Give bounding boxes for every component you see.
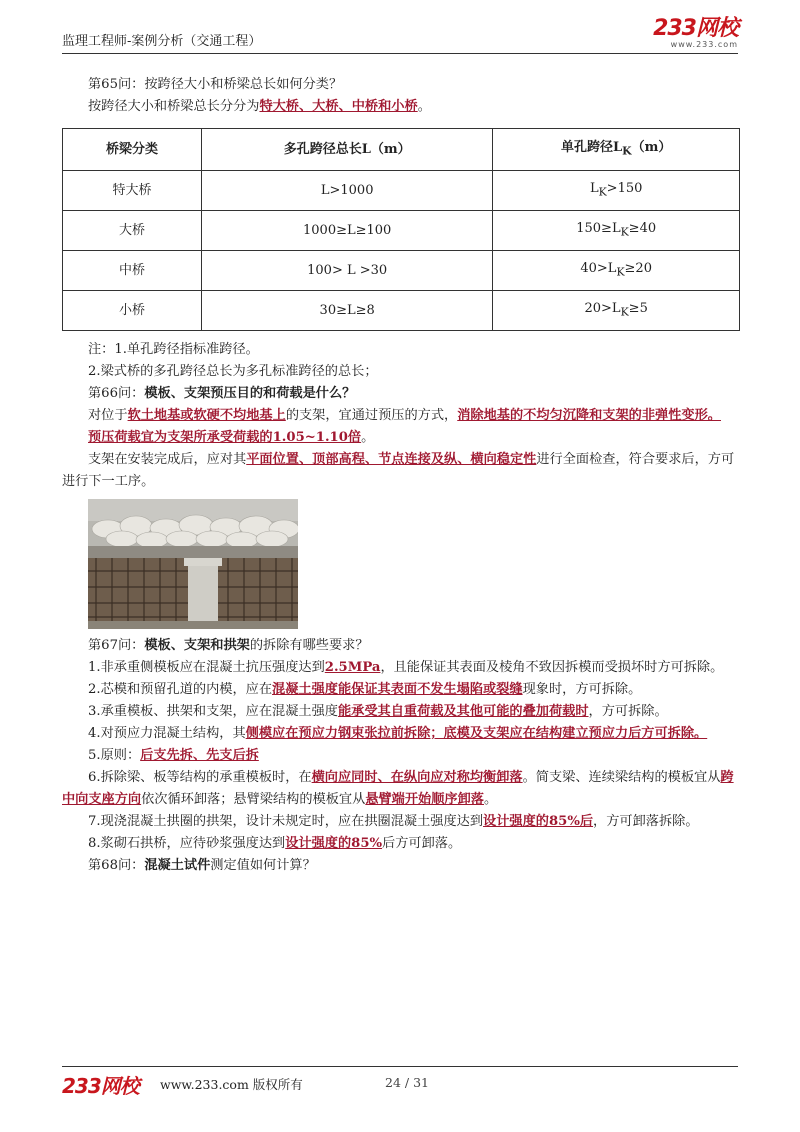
question-text: 混凝土试件 (144, 858, 211, 873)
highlight-text: 特大桥、大桥、中桥和小桥 (259, 99, 418, 114)
table-cell: 30≥L≥8 (201, 291, 492, 331)
cell-text: 40>L (580, 260, 617, 276)
answer-text: 的支架，宜通过预压的方式， (285, 408, 458, 423)
cell-subscript: K (620, 305, 629, 319)
item-text: 。简支梁、连续梁结构的模板宜从 (522, 770, 721, 785)
header-subscript: K (622, 144, 632, 158)
highlight-text: 侧模应在预应力钢束张拉前拆除；底模及支架应在结构建立预应力后方可拆除。 (245, 726, 708, 741)
cell-text: ≥40 (628, 220, 657, 236)
answer-66-p3 (62, 449, 740, 493)
item-text: ，方可拆除。 (588, 704, 668, 719)
item-text: 依次循环卸落；悬臂梁结构的模板宜从 (141, 792, 366, 807)
table-cell (493, 291, 740, 331)
item-text: ，方可卸落拆除。 (593, 814, 699, 829)
item-text: 1.非承重侧模板应在混凝土抗压强度达到 (88, 660, 325, 675)
answer-text: 进行全面检查，符合要求后，方可进行下一工序。 (62, 452, 735, 489)
header-divider (62, 53, 738, 54)
item-text: 8.浆砌石拱桥，应待砂浆强度达到 (88, 836, 286, 851)
cell-subscript: K (598, 185, 607, 199)
item-text: ，且能保证其表面及棱角不致因拆模而受损坏时方可拆除。 (380, 660, 724, 675)
table-cell: 100> L >30 (201, 251, 492, 291)
table-cell: 1000≥L≥100 (201, 211, 492, 251)
item-text: 现象时，方可拆除。 (522, 682, 642, 697)
question-text: 模板、支架预压目的和荷载是什么？ (144, 386, 356, 401)
cell-text: 150≥L (576, 220, 621, 236)
footer-copyright: www.233.com 版权所有 (160, 1077, 303, 1092)
table-row (63, 171, 740, 211)
highlight-text: 跨中向支座方向 (62, 770, 734, 807)
header-text: 单孔跨径L (561, 139, 623, 155)
cell-text: L (589, 180, 599, 196)
scaffold-preload-photo (88, 499, 298, 629)
table-header-row (63, 129, 740, 171)
item-text: 5.原则： (88, 748, 141, 763)
cell-subscript: K (616, 265, 625, 279)
main-content (62, 74, 740, 877)
table-row (63, 291, 740, 331)
item-text: 6.拆除梁、板等结构的承重模板时，在 (88, 770, 312, 785)
highlight-text: 预压荷载宜为支架所承受荷载的1.05~1.10倍 (88, 430, 362, 445)
item-text: 后方可卸落。 (382, 836, 462, 851)
question-67 (62, 635, 740, 657)
requirement-2 (62, 679, 740, 701)
scaffold-photo-illustration (88, 499, 298, 629)
item-text: 4.对预应力混凝土结构，其 (88, 726, 246, 741)
answer-text: 对位于 (88, 408, 128, 423)
logo-text: 233网校 (653, 16, 738, 41)
table-header-cell: 桥梁分类 (63, 129, 202, 171)
highlight-text: 混凝土强度能保证其表面不发生塌陷或裂缝 (272, 682, 523, 697)
answer-65 (62, 96, 740, 118)
question-text: 模板、支架和拱架 (144, 638, 250, 653)
question-text: 的拆除有哪些要求？ (249, 638, 369, 653)
highlight-text: 消除地基的不均匀沉降和支架的非弹性变形。 (457, 408, 721, 423)
cell-subscript: K (620, 225, 629, 239)
question-label: 第68问： (88, 858, 145, 873)
question-66 (62, 383, 740, 405)
requirement-3 (62, 701, 740, 723)
cell-text: ≥20 (624, 260, 652, 276)
highlight-text: 悬臂端开始顺序卸落 (365, 792, 484, 807)
table-cell (493, 251, 740, 291)
table-cell: 中桥 (63, 251, 202, 291)
highlight-text: 平面位置、顶部高程、节点连接及纵、横向稳定性 (246, 452, 537, 467)
question-label: 第67问： (88, 638, 145, 653)
highlight-text: 横向应同时、在纵向应对称均衡卸落 (311, 770, 523, 785)
header-unit: （m） (631, 139, 672, 155)
footer-logo: 233网校 (62, 1074, 139, 1098)
highlight-text: 设计强度的85% (285, 836, 383, 851)
table-cell (493, 171, 740, 211)
question-label: 第66问： (88, 386, 145, 401)
question-text: 测定值如何计算？ (210, 858, 316, 873)
item-text: 2.芯模和预留孔道的内模，应在 (88, 682, 273, 697)
item-text: 3.承重模板、拱架和支架，应在混凝土强度 (88, 704, 338, 719)
logo-url: www.233.com (670, 40, 738, 49)
table-cell (493, 211, 740, 251)
cell-text: ≥5 (628, 300, 648, 316)
question-68 (62, 855, 740, 877)
brand-logo (653, 18, 738, 49)
requirement-7 (62, 811, 740, 833)
highlight-text: 设计强度的85%后 (483, 814, 594, 829)
table-cell: L>1000 (201, 171, 492, 211)
answer-66-p2 (62, 427, 740, 449)
table-row (63, 211, 740, 251)
answer-text: 按跨径大小和桥梁总长分分为 (88, 99, 260, 114)
table-row (63, 251, 740, 291)
requirement-6 (62, 767, 740, 811)
highlight-text: 软土地基或软硬不均地基上 (127, 408, 286, 423)
header-title: 监理工程师-案例分析（交通工程） (62, 34, 262, 49)
page-number: 24 / 31 (385, 1075, 429, 1090)
item-text: 。 (484, 792, 498, 807)
requirement-1 (62, 657, 740, 679)
table-header-cell: 多孔跨径总长L（m） (201, 129, 492, 171)
cell-text: >150 (606, 180, 643, 196)
table-cell: 特大桥 (63, 171, 202, 211)
note-1: 注：1.单孔跨径指标准跨径。 (88, 342, 259, 357)
item-text: 7.现浇混凝土拱圈的拱架，设计未规定时，应在拱圈混凝土强度达到 (88, 814, 484, 829)
answer-text: 。 (417, 99, 431, 114)
table-cell: 小桥 (63, 291, 202, 331)
requirement-4 (62, 723, 740, 745)
answer-text: 。 (361, 430, 375, 445)
highlight-text: 能承受其自重荷载及其他可能的叠加荷载时 (337, 704, 589, 719)
requirement-8 (62, 833, 740, 855)
question-65: 第65问：按跨径大小和桥梁总长如何分类？ (88, 77, 343, 92)
answer-text: 支架在安装完成后，应对其 (88, 452, 247, 467)
footer-divider (62, 1066, 738, 1067)
highlight-text: 后支先拆、先支后拆 (140, 748, 259, 763)
table-cell: 大桥 (63, 211, 202, 251)
bridge-classification-table (62, 128, 740, 331)
cell-text: 20>L (584, 300, 621, 316)
table-header-cell (493, 129, 740, 171)
answer-66-p1 (62, 405, 740, 427)
note-2: 2.梁式桥的多孔跨径总长为多孔标准跨径的总长； (88, 364, 378, 379)
highlight-text: 2.5MPa (324, 660, 381, 675)
requirement-5 (62, 745, 740, 767)
